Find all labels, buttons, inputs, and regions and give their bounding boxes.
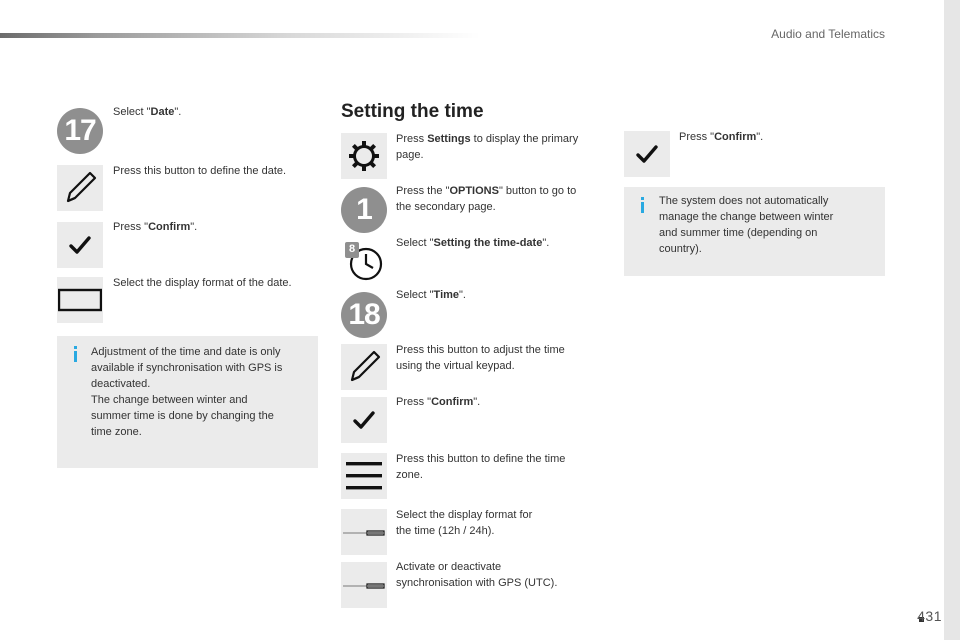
list-icon [345,459,383,493]
step-select-time: Select "Time". [396,289,466,301]
page-side-strip [944,0,960,640]
gear-icon [348,140,380,172]
step-badge-17: 17 [57,108,103,154]
settings-button[interactable] [341,133,387,179]
checkmark-icon [635,142,659,166]
info-box-right [624,187,885,276]
confirm-button-time[interactable] [341,397,387,443]
step-display-format-date: Select the display format of the date. [113,277,292,289]
clock-icon-badge: 8 [348,243,356,255]
pencil-icon [60,168,100,208]
toggle-switch-icon [341,509,387,555]
time-date-button[interactable] [341,238,387,284]
step-confirm-right: Press "Confirm". [679,131,764,143]
checkmark-icon [68,233,92,257]
info-box-left [57,336,318,468]
step-badge-18: 18 [341,292,387,338]
step-time-format: Select the display format for the time (12h / 24h). [396,509,533,537]
checkmark-icon [352,408,376,432]
gps-sync-toggle[interactable] [341,562,387,608]
pencil-button-time[interactable] [341,344,387,390]
pencil-button[interactable] [57,165,103,211]
step-badge-1: 1 [341,187,387,233]
info-icon [641,197,644,200]
header-gradient-bar [0,33,480,38]
toggle-switch-icon [341,562,387,608]
pencil-icon [344,347,384,387]
step-gps-sync: Activate or deactivate synchronisation with GPS (UTC). [396,561,558,589]
date-format-button[interactable] [57,277,103,323]
header-title: Audio and Telematics [771,27,885,41]
page-number: 431 [917,608,942,624]
section-title: Setting the time [341,101,484,122]
step-adjust-time: Press this button to adjust the time using the virtual keypad. [396,344,565,372]
time-zone-button[interactable] [341,453,387,499]
step-select-date: Select "Date". [113,106,182,118]
info-text-left: Adjustment of the time and date is only available if synchronisation with GPS is deactivated. The change between winter and summer time is done by changing the time zone. [91,346,283,438]
step-define-time-zone: Press this button to define the time zone. [396,453,566,481]
time-format-toggle[interactable] [341,509,387,555]
info-text-right: The system does not automatically manage the change between winter and summer time (depending on country). [659,195,834,255]
step-press-options: Press the "OPTIONS" button to go to the secondary page. [396,185,577,213]
info-icon [74,346,77,349]
rectangle-format-icon [58,285,102,315]
step-press-settings: Press Settings to display the primary page. [396,133,579,161]
step-confirm-time: Press "Confirm". [396,396,481,408]
step-select-time-date: Select "Setting the time-date". [396,237,550,249]
confirm-button[interactable] [57,222,103,268]
step-confirm: Press "Confirm". [113,221,198,233]
step-define-date: Press this button to define the date. [113,165,287,177]
confirm-button-right[interactable] [624,131,670,177]
